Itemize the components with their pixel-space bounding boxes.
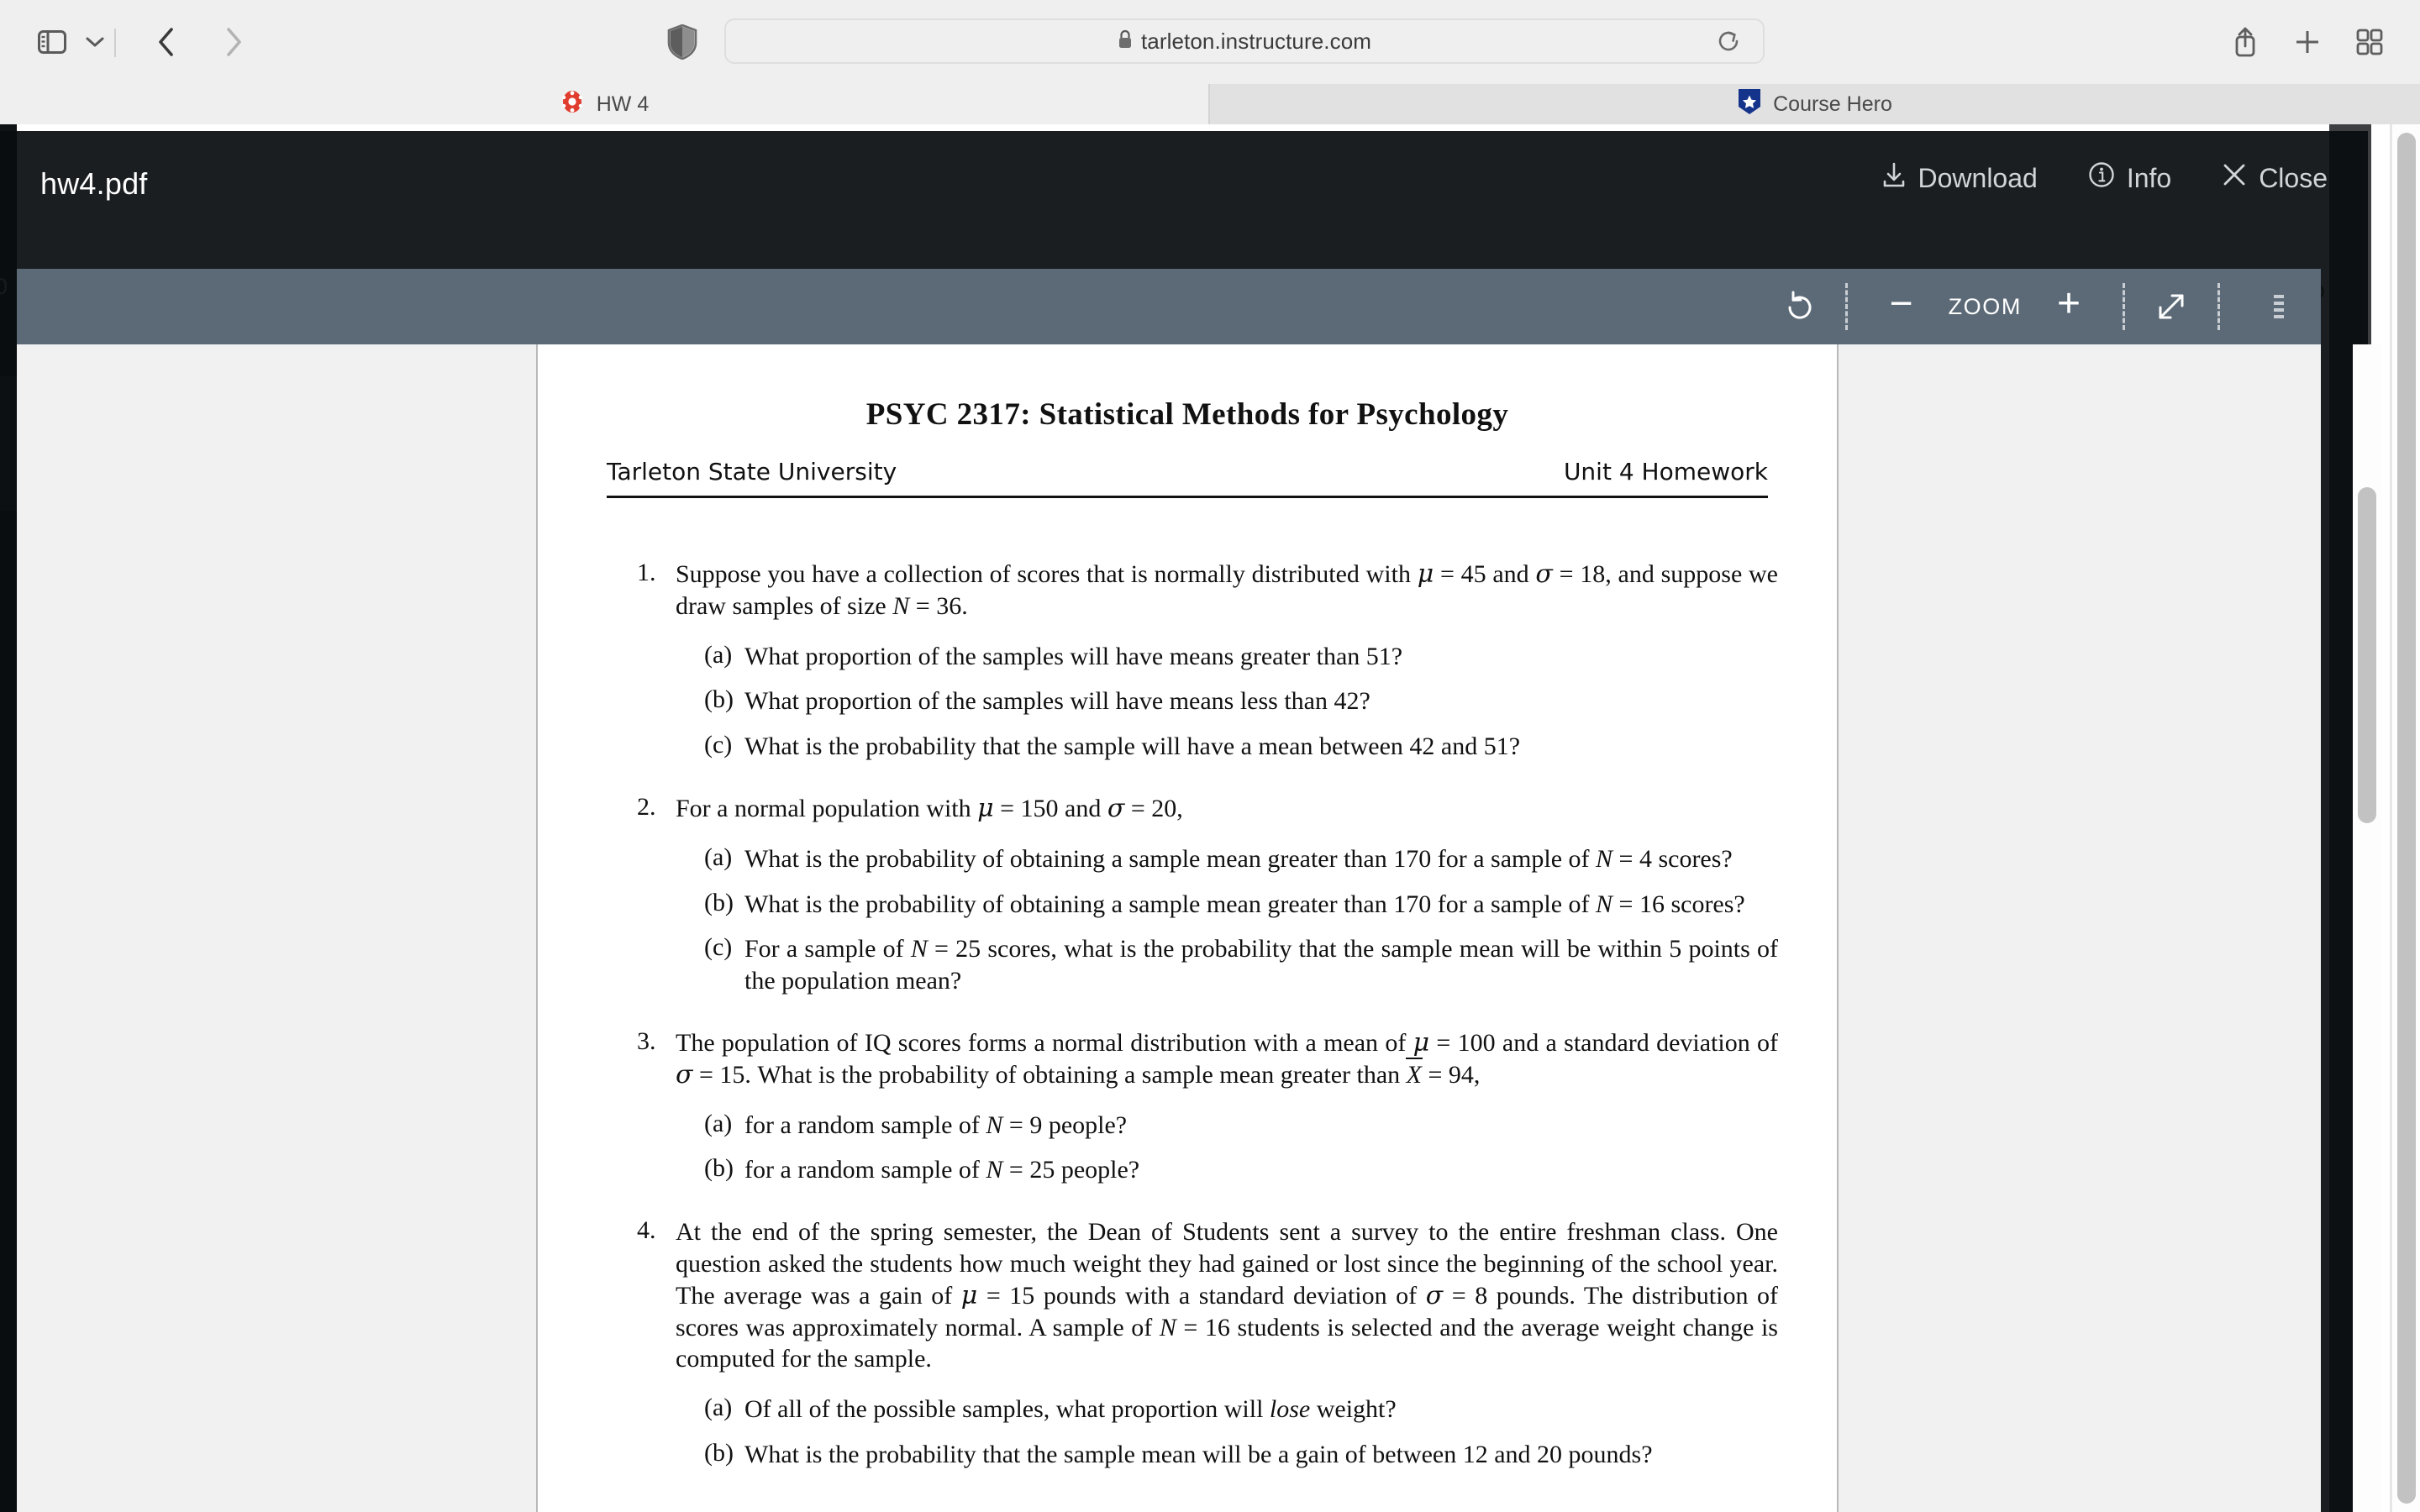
sub-question-text: for a random sample of N = 9 people? <box>744 1110 1128 1139</box>
new-tab-icon[interactable] <box>2284 22 2331 62</box>
pdf-viewport[interactable] <box>17 344 2321 1512</box>
preview-filename: hw4.pdf <box>40 166 148 201</box>
question-item <box>637 1027 1778 1211</box>
sub-question-label: (b) <box>704 1154 734 1183</box>
info-button[interactable] <box>2088 161 2171 195</box>
document-title: PSYC 2317: Statistical Methods for Psychology <box>865 397 1509 432</box>
pdf-scrollbar-thumb[interactable] <box>2358 487 2376 823</box>
sub-question-text: What is the probability of obtaining a sample mean greater than 170 for a sample of N = 4 scores? <box>744 844 1733 873</box>
document-header-rule <box>607 458 1768 498</box>
info-icon <box>2088 161 2115 195</box>
url-display <box>1118 29 1371 55</box>
download-icon <box>1881 161 1907 195</box>
sub-question-item <box>704 685 1778 717</box>
close-label: Close <box>2259 162 2328 193</box>
drag-handle-icon[interactable] <box>2274 295 2284 318</box>
question-body <box>676 1027 1778 1211</box>
tab-bar <box>0 84 2420 124</box>
sub-question-text: What is the probability that the sample will have a mean between 42 and 51? <box>744 732 1521 761</box>
sub-question-label: (a) <box>704 640 733 669</box>
sub-question-text: What proportion of the samples will have means greater than 51? <box>744 642 1403 670</box>
question-body <box>676 1216 1778 1496</box>
sub-question-list <box>676 1394 1778 1471</box>
privacy-shield-icon[interactable] <box>664 24 701 60</box>
forward-icon[interactable] <box>210 22 257 62</box>
question-number: 3. <box>637 1026 656 1055</box>
document-header-right: Unit 4 Homework <box>1563 458 1768 486</box>
rotate-button[interactable] <box>1783 269 1817 344</box>
toolbar-divider <box>114 29 116 57</box>
fullscreen-button[interactable] <box>2154 269 2189 344</box>
pdf-page <box>536 344 1839 1512</box>
sub-question-item <box>704 933 1778 997</box>
url-text: tarleton.instructure.com <box>1140 28 1372 54</box>
sub-question-list <box>676 843 1778 997</box>
tab-overview-icon[interactable] <box>2346 22 2393 62</box>
zoom-in-button[interactable]: + <box>2056 281 2081 326</box>
sub-question-text: What is the probability that the sample mean will be a gain of between 12 and 20 pounds? <box>744 1440 1653 1468</box>
info-label: Info <box>2126 162 2172 193</box>
share-icon[interactable] <box>2222 22 2269 62</box>
question-body <box>676 559 1778 788</box>
download-button[interactable] <box>1881 161 2038 195</box>
page-scrollbar[interactable] <box>2393 124 2420 1512</box>
question-list <box>597 559 1778 1496</box>
toolbar-left-group <box>29 22 257 62</box>
sub-question-text: for a random sample of N = 25 people? <box>744 1156 1140 1184</box>
sub-question-label: (c) <box>704 933 733 962</box>
question-number: 4. <box>637 1216 656 1245</box>
sub-question-text: Of all of the possible samples, what proportion will lose weight? <box>744 1395 1397 1424</box>
sub-question-item <box>704 1110 1778 1142</box>
sub-question-item <box>704 1394 1778 1425</box>
sub-question-label: (a) <box>704 1394 733 1422</box>
sub-question-text: What proportion of the samples will have means less than 42? <box>744 687 1370 716</box>
question-text: For a normal population with μ = 150 and σ = 20, <box>676 793 1183 823</box>
tab-hw-4[interactable] <box>0 84 1208 124</box>
sub-question-list <box>676 1110 1778 1187</box>
sub-question-list <box>676 641 1778 763</box>
sub-question-item <box>704 1154 1778 1186</box>
toolbar-divider <box>2123 283 2125 330</box>
question-text: The population of IQ scores forms a normal distribution with a mean of μ = 100 and a standard deviation of σ = 15. What is the probability of obtaining a sample mean greater than X = 94, <box>676 1027 1778 1089</box>
pdf-page-content <box>538 344 1837 1496</box>
canvas-logo-icon <box>560 89 585 120</box>
tab-title: Course Hero <box>1773 92 1892 116</box>
toolbar-divider <box>2217 283 2220 330</box>
viewport-edge <box>2390 124 2392 1512</box>
zoom-label: ZOOM <box>1948 293 2022 319</box>
sub-question-label: (c) <box>704 731 733 759</box>
question-item <box>637 1216 1778 1496</box>
sub-question-label: (b) <box>704 1438 734 1467</box>
pdf-zoom-toolbar <box>17 269 2321 344</box>
question-item <box>637 793 1778 1022</box>
sub-question-item <box>704 1439 1778 1471</box>
page-scrollbar-thumb[interactable] <box>2397 133 2416 1504</box>
sidebar-toggle-icon[interactable] <box>29 22 76 62</box>
toolbar-right-group <box>2222 22 2393 62</box>
question-body <box>676 793 1778 1022</box>
question-text: At the end of the spring semester, the Dean of Students sent a survey to the entire freshman class. One question asked the students how much weight they had gained or lost since the beginning of the school year. The average was a gain of μ = 15 pounds with a standard deviation of σ = 8 pounds. The distribution of scores was approximately normal. A sample of N = 16 students is selected and the average weight change is computed for the sample. <box>676 1218 1778 1373</box>
sub-question-text: For a sample of N = 25 scores, what is the probability that the sample mean will be within 5 points of the population mean? <box>744 935 1778 995</box>
question-number: 1. <box>637 559 656 586</box>
lock-icon <box>1118 29 1133 54</box>
course-hero-logo-icon <box>1738 88 1761 121</box>
question-number: 2. <box>637 792 656 821</box>
close-button[interactable] <box>2222 162 2328 194</box>
sub-question-item <box>704 889 1778 921</box>
download-label: Download <box>1918 162 2038 193</box>
sub-question-item <box>704 843 1778 875</box>
chevron-down-icon[interactable] <box>76 22 114 62</box>
tab-course-hero[interactable] <box>1208 84 2420 124</box>
sub-question-item <box>704 641 1778 673</box>
pdf-scrollbar[interactable] <box>2353 344 2381 1512</box>
question-text: Suppose you have a collection of scores that is normally distributed with μ = 45 and σ = 18, and suppose we draw samples of size N = 36. <box>676 559 1778 620</box>
sub-question-label: (b) <box>704 685 734 714</box>
reload-icon[interactable] <box>1714 27 1743 55</box>
sub-question-item <box>704 731 1778 763</box>
question-item <box>637 559 1778 788</box>
browser-toolbar <box>0 0 2420 84</box>
sub-question-label: (a) <box>704 1109 733 1137</box>
back-icon[interactable] <box>143 22 190 62</box>
preview-header <box>0 131 2368 232</box>
address-bar[interactable] <box>724 18 1765 64</box>
sub-question-text: What is the probability of obtaining a sample mean greater than 170 for a sample of N = 16 scores? <box>744 890 1745 918</box>
zoom-out-button[interactable]: − <box>1889 281 1913 326</box>
toolbar-divider <box>1845 283 1848 330</box>
tab-title: HW 4 <box>596 92 650 116</box>
sub-question-label: (b) <box>704 888 734 916</box>
sub-question-label: (a) <box>704 843 733 871</box>
close-icon <box>2222 162 2247 194</box>
document-header-left: Tarleton State University <box>607 458 897 486</box>
preview-actions <box>1881 161 2328 195</box>
